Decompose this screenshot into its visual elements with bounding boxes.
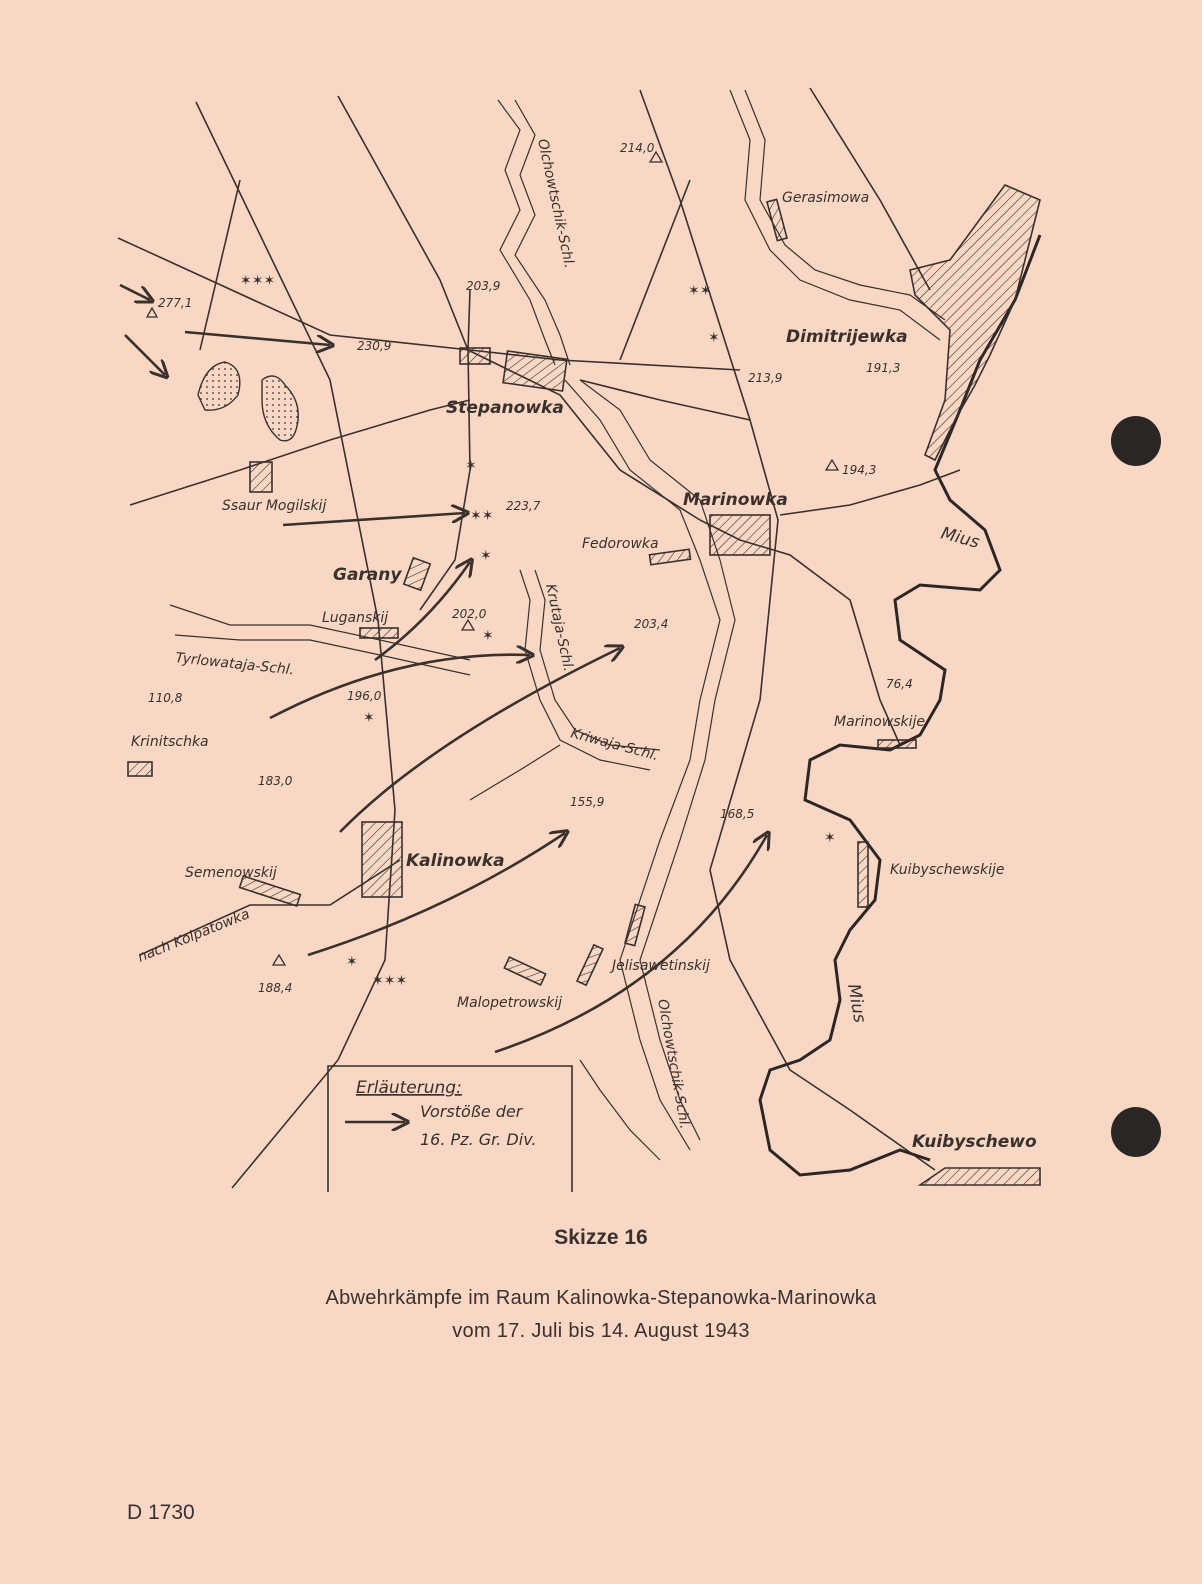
label-marinowskije: Marinowskije xyxy=(834,714,925,730)
label-luganskij: Luganskij xyxy=(322,610,389,626)
label-mius-upper: Mius xyxy=(938,523,982,553)
svg-text:✶: ✶ xyxy=(708,330,720,346)
label-h202: 202,0 xyxy=(452,607,487,621)
label-h191: 191,3 xyxy=(866,361,901,375)
town-dimitrijewka-block xyxy=(910,185,1040,460)
label-h223: 223,7 xyxy=(506,499,541,513)
svg-text:✶✶: ✶✶ xyxy=(688,283,712,299)
svg-text:✶: ✶ xyxy=(480,548,492,564)
svg-text:✶: ✶ xyxy=(465,458,477,474)
label-kuibyschewo: Kuibyschewo xyxy=(912,1132,1037,1152)
block-ssaur xyxy=(250,462,272,492)
label-dimitrijewka: Dimitrijewka xyxy=(786,327,908,347)
svg-text:✶: ✶ xyxy=(346,954,358,970)
caption-line-2: vom 17. Juli bis 14. August 1943 xyxy=(452,1320,750,1342)
label-h183: 183,0 xyxy=(258,774,293,788)
label-h277: 277,1 xyxy=(158,296,193,310)
label-h188: 188,4 xyxy=(258,981,293,995)
label-stepanowka: Stepanowka xyxy=(446,398,564,418)
label-nach-kolpatowka: nach Kolpatowka xyxy=(135,906,253,966)
label-h213: 213,9 xyxy=(748,371,783,385)
label-marinowka: Marinowka xyxy=(683,490,788,510)
label-kriwaja: Kriwaja-Schl. xyxy=(568,725,661,765)
label-krinitschka: Krinitschka xyxy=(131,734,209,750)
label-h230: 230,9 xyxy=(357,339,392,353)
label-kuibyschewskije: Kuibyschewskije xyxy=(890,862,1005,878)
svg-text:✶: ✶ xyxy=(363,710,375,726)
label-jelisawetinskij: Jelisawetinskij xyxy=(612,958,710,974)
block-kuibyschewskije xyxy=(858,842,868,907)
label-fedorowka: Fedorowka xyxy=(582,536,659,552)
block-malopetrowskij xyxy=(504,957,545,985)
label-h168: 168,5 xyxy=(720,807,755,821)
block-kuibyschewo xyxy=(920,1168,1040,1185)
document-number: D 1730 xyxy=(127,1501,195,1524)
block-jelisaw-2 xyxy=(625,904,645,945)
label-h203-4: 203,4 xyxy=(634,617,669,631)
block-stepanowka xyxy=(503,351,567,391)
label-olchowtschik-south: Olchowtschik-Schl. xyxy=(654,997,693,1131)
label-tyrlowataja: Tyrlowataja-Schl. xyxy=(174,650,295,679)
block-stepanowka-2 xyxy=(460,348,490,364)
label-h214: 214,0 xyxy=(620,141,655,155)
label-h203-9: 203,9 xyxy=(466,279,501,293)
label-olchowtschik-north: Olchowtschik-Schl. xyxy=(534,137,578,270)
legend xyxy=(328,1066,572,1192)
wood-2 xyxy=(262,376,298,441)
label-kalinowka: Kalinowka xyxy=(406,851,505,871)
label-semenowskij: Semenowskij xyxy=(185,865,277,881)
label-h194: 194,3 xyxy=(842,463,877,477)
punch-hole-icon xyxy=(1111,416,1161,466)
label-h196: 196,0 xyxy=(347,689,382,703)
wood-1 xyxy=(198,362,240,410)
block-kalinowka xyxy=(362,822,402,897)
block-krinitschka xyxy=(128,762,152,776)
legend-line1: Vorstöße der xyxy=(420,1102,523,1121)
label-ssaur-mogilskij: Ssaur Mogilskij xyxy=(222,498,327,514)
label-gerasimowa: Gerasimowa xyxy=(782,190,870,206)
label-malopetrowskij: Malopetrowskij xyxy=(457,995,563,1011)
label-h110: 110,8 xyxy=(148,691,183,705)
label-garany: Garany xyxy=(333,565,402,585)
svg-text:✶: ✶ xyxy=(482,628,494,644)
svg-text:✶✶✶: ✶✶✶ xyxy=(240,273,276,289)
block-luganskij xyxy=(360,628,398,638)
label-h155: 155,9 xyxy=(570,795,605,809)
punch-hole-icon xyxy=(1111,1107,1161,1157)
caption-line-1: Abwehrkämpfe im Raum Kalinowka-Stepanowka-Marinowka xyxy=(325,1287,877,1309)
label-krutaja: Krutaja-Schl. xyxy=(542,582,577,674)
mius-river xyxy=(760,235,1040,1175)
block-marinowka xyxy=(710,515,770,555)
block-garany xyxy=(404,558,430,590)
town-blocks xyxy=(128,199,1040,1185)
svg-text:✶✶: ✶✶ xyxy=(470,508,494,524)
caption-title: Skizze 16 xyxy=(554,1226,648,1249)
legend-title: Erläuterung: xyxy=(356,1078,462,1098)
svg-text:✶: ✶ xyxy=(824,830,836,846)
svg-text:✶✶✶: ✶✶✶ xyxy=(372,973,408,989)
label-h76: 76,4 xyxy=(886,677,913,691)
legend-line2: 16. Pz. Gr. Div. xyxy=(420,1130,537,1149)
block-jelisaw-1 xyxy=(577,945,603,985)
label-mius-lower: Mius xyxy=(843,982,870,1025)
block-marinowskije xyxy=(878,740,916,748)
